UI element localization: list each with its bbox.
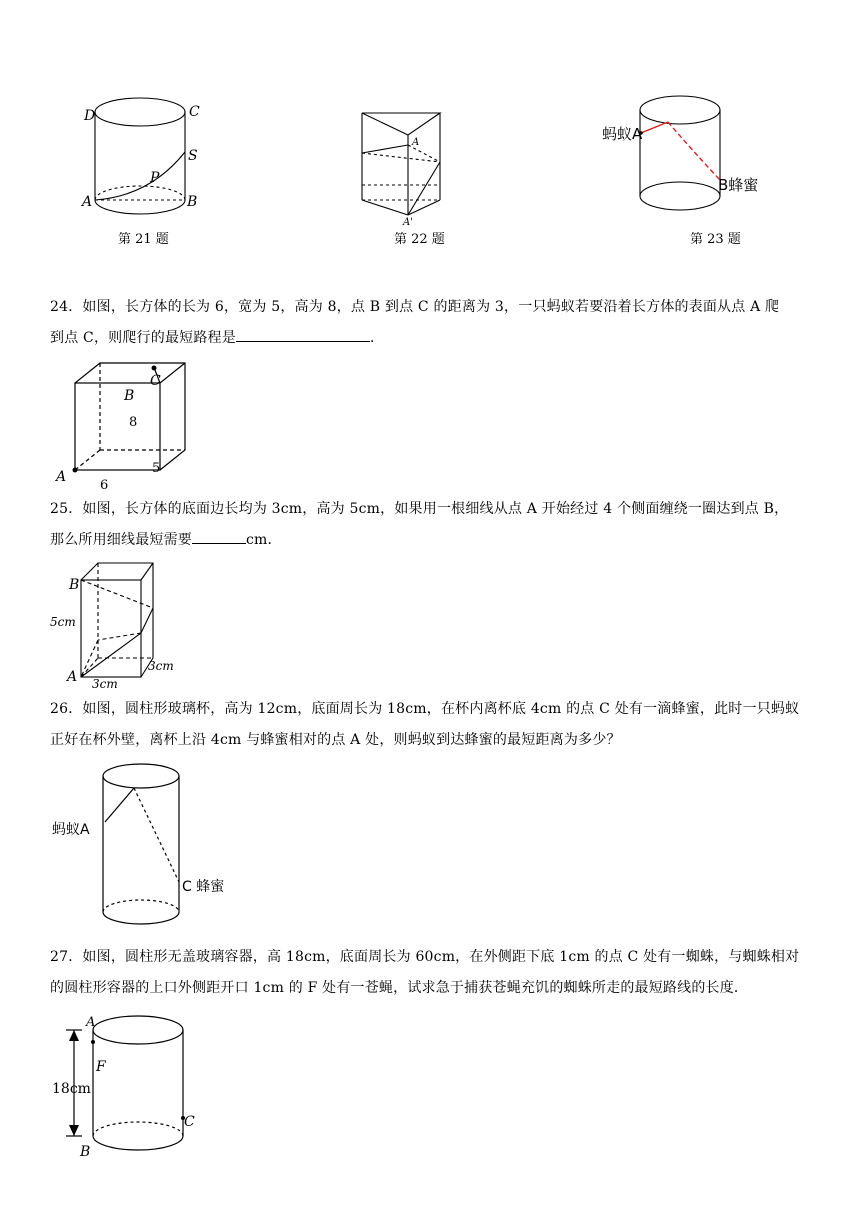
q25-label-b: B [69,577,80,593]
q24-line2-text: 到点 C，则爬行的最短路程是 [50,330,236,346]
q27-label-b: B [80,1144,91,1160]
question-26 [50,694,810,756]
q25-cuboid-figure [48,558,188,690]
q27-line2: 的圆柱形容器的上口外侧距开口 1cm 的 F 处有一苍蝇，试求急于捕获苍蝇充饥的蜘蛛所走的最短路线的长度． [50,980,749,996]
q25-label-a: A [67,669,78,685]
q25-line2 [50,525,810,556]
q25-line1: 25．如图，长方体的底面边长均为 3cm，高为 5cm，如果用一根细线从点 A 开始经过 4 个侧面缠绕一圈达到点 B， [50,501,789,517]
q26-line2: 正好在杯外壁，离杯上沿 4cm 与蜂蜜相对的点 A 处，则蚂蚁到达蜂蜜的最短距离为多少？ [50,732,621,748]
q27-label-height: 18cm [52,1081,91,1097]
q26-bee-label: C 蜂蜜 [182,879,225,895]
question-24 [50,292,810,354]
question-27 [50,942,810,1004]
fig22-label-a: A [412,137,420,148]
q27-point-f [91,1040,95,1044]
q27-label-a: A [86,1015,96,1030]
q24-point-c [152,366,157,371]
fig21-label-c: C [189,104,200,120]
q25-line2-end: cm． [246,532,282,548]
fig23-caption: 第 23 题 [690,232,741,247]
q25-answer-blank[interactable] [192,529,246,544]
q24-label-length: 6 [100,478,109,490]
q24-cuboid-figure [50,358,190,490]
q25-label-bottom: 3cm [92,677,118,690]
fig21-label-s: S [188,148,198,164]
fig22-label-a-prime: A' [403,217,413,228]
fig22-caption: 第 22 题 [394,232,445,247]
q25-label-height: 5cm [50,615,76,629]
fig21-label-d: D [84,108,96,124]
q27-cylinder-figure [50,1008,210,1168]
q24-answer-blank[interactable] [236,327,370,342]
fig23-ant-path-front [641,122,668,133]
q24-label-c: C [150,373,161,389]
q24-point-a [73,468,78,473]
fig23-bee-label: B蜂蜜 [718,176,759,194]
fig21-label-a: A [82,194,93,210]
q27-arrow-down-icon [69,1125,79,1136]
q24-label-a: A [56,469,67,485]
question-25 [50,494,810,556]
fig21-label-p: P [150,170,160,186]
q27-label-f: F [96,1059,106,1075]
q27-arrow-up-icon [69,1030,79,1041]
q24-line2-end: ． [369,330,385,346]
fig21-caption: 第 21 题 [118,232,169,247]
top-figures [0,0,860,260]
q24-line1: 24．如图，长方体的长为 6，宽为 5，高为 8，点 B 到点 C 的距离为 3，一只蚂蚁若要沿着长方体的表面从点 A 爬 [50,299,780,315]
q24-label-height: 8 [129,415,138,430]
fig23-ant-path-dashed [668,122,720,180]
q27-label-c: C [184,1114,195,1130]
q27-line1: 27．如图，圆柱形无盖玻璃容器，高 18cm，底面周长为 60cm，在外侧距下底 1cm 的点 C 处有一蜘蛛，与蜘蛛相对 [50,949,800,965]
q24-line2 [50,323,810,354]
q24-label-b: B [124,388,135,404]
fig23-ant-label: 蚂蚁A [602,125,643,143]
q26-line1: 26．如图，圆柱形玻璃杯，高为 12cm，底面周长为 18cm，在杯内离杯底 4cm 的点 C 处有一滴蜂蜜，此时一只蚂蚁 [50,701,800,717]
fig21-label-b: B [187,194,198,210]
q25-line2-text: 那么所用细线最短需要 [50,532,192,548]
figure-22-prism [362,113,440,215]
q25-label-side: 3cm [148,659,174,673]
figure-23-cylinder [640,96,720,210]
q24-label-width: 5 [152,461,161,476]
q26-ant-label: 蚂蚁A [52,822,90,838]
figure-21-cylinder [95,98,185,214]
q26-cylinder-figure [50,760,240,936]
